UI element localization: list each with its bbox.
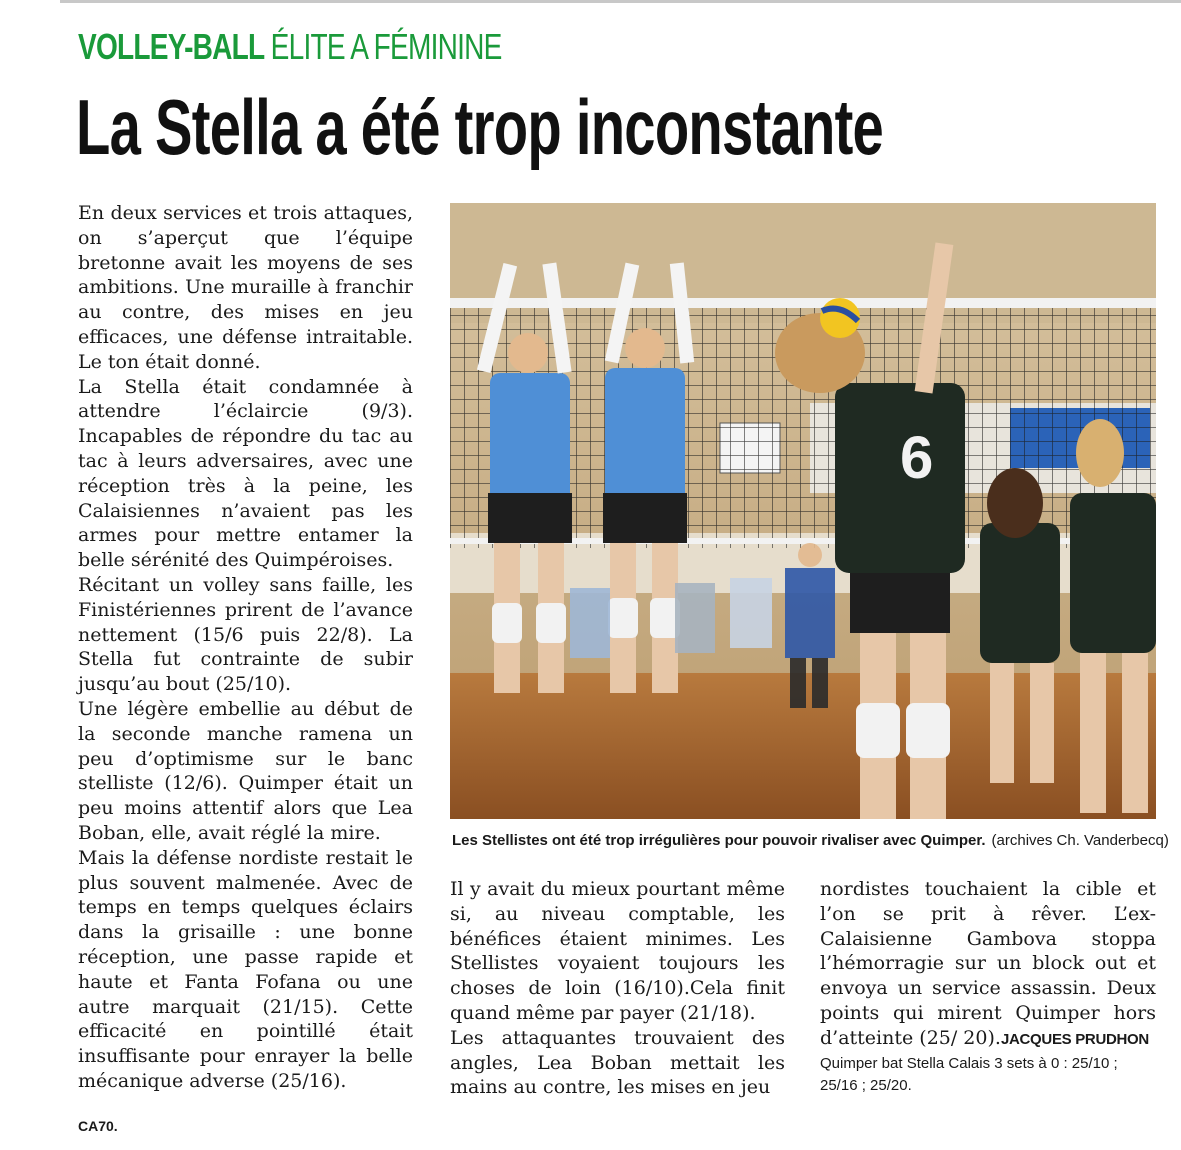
- top-rule: [60, 0, 1181, 3]
- volleyball-photo: [450, 203, 1156, 819]
- article-column-1: [78, 201, 413, 1094]
- caption-text: Les Stellistes ont été trop irrégulières pour pouvoir rivaliser avec Quimper.: [452, 832, 986, 849]
- rubric-sport: VOLLEY-BALL: [78, 26, 265, 67]
- paragraph: Il y avait du mieux pourtant même si, au niveau comptable, les bénéfices étaient minimes. Les Stellistes voyaient toujours les choses de loin (16/10).Cela finit quand même par payer (21/18).: [450, 878, 785, 1024]
- paragraph: Les attaquantes trouvaient des angles, Lea Boban mettait les mains au contre, les mises en jeu: [450, 1026, 785, 1099]
- page-code: CA70.: [78, 1118, 118, 1134]
- photo-credit: (archives Ch. Vanderbecq): [991, 832, 1169, 849]
- section-rubric: [78, 26, 502, 68]
- match-result: Quimper bat Stella Calais 3 sets à 0 : 25/10 ; 25/16 ; 25/20.: [820, 1054, 1118, 1094]
- svg-text:6: 6: [900, 424, 934, 491]
- paragraph: Une légère embellie au début de la seconde manche ramena un peu d’optimisme sur le banc stelliste (12/6). Quimper était un peu moins attentif alors que Lea Boban, elle, avait réglé la mire.: [78, 697, 413, 844]
- paragraph: La Stella était condamnée à attendre l’éclaircie (9/3). Incapables de répondre du tac au tac à leurs adversaires, avec une réception très à la peine, les Calaisiennes n’avaient pas les armes pour mettre entamer la belle sérénité des Quimpéroises.: [78, 375, 413, 572]
- article-column-3: [820, 877, 1156, 1097]
- headline: La Stella a été trop inconstante: [76, 83, 884, 171]
- paragraph: Récitant un volley sans faille, les Finistériennes prirent de l’avance nettement (15/6 puis 22/8). La Stella fut contrainte de subir jusqu’au bout (25/10).: [78, 573, 413, 696]
- paragraph: Mais la défense nordiste restait le plus souvent malmenée. Avec de temps en temps quelques éclairs dans la grisaille : une bonne réception, une passe rapide et haute et Fanta Fofana ou une autre marquait (21/15). Cette efficacité en pointillé était insuffisante pour enrayer la belle mécanique adverse (25/16).: [78, 846, 413, 1092]
- paragraph: En deux services et trois attaques, on s’aperçut que l’équipe bretonne avait les moyens de ses ambitions. Une muraille à franchir au contre, des mises en jeu efficaces, une défense intraitable. Le ton était donné.: [78, 202, 413, 373]
- rubric-division: ÉLITE A FÉMININE: [270, 26, 502, 67]
- paragraph-text: nordistes touchaient la cible et l’on se prit à rêver. L’ex-Calaisienne Gambova stoppa l’hémorragie sur un block out et envoya un service assassin. Deux points qui mirent Quimper hors d’atteinte (25/ 20).: [820, 878, 1156, 1049]
- article-column-2: [450, 877, 785, 1100]
- author-byline: JACQUES PRUDHON: [1000, 1030, 1149, 1048]
- paragraph: [820, 877, 1156, 1053]
- photo-caption: [452, 832, 1169, 849]
